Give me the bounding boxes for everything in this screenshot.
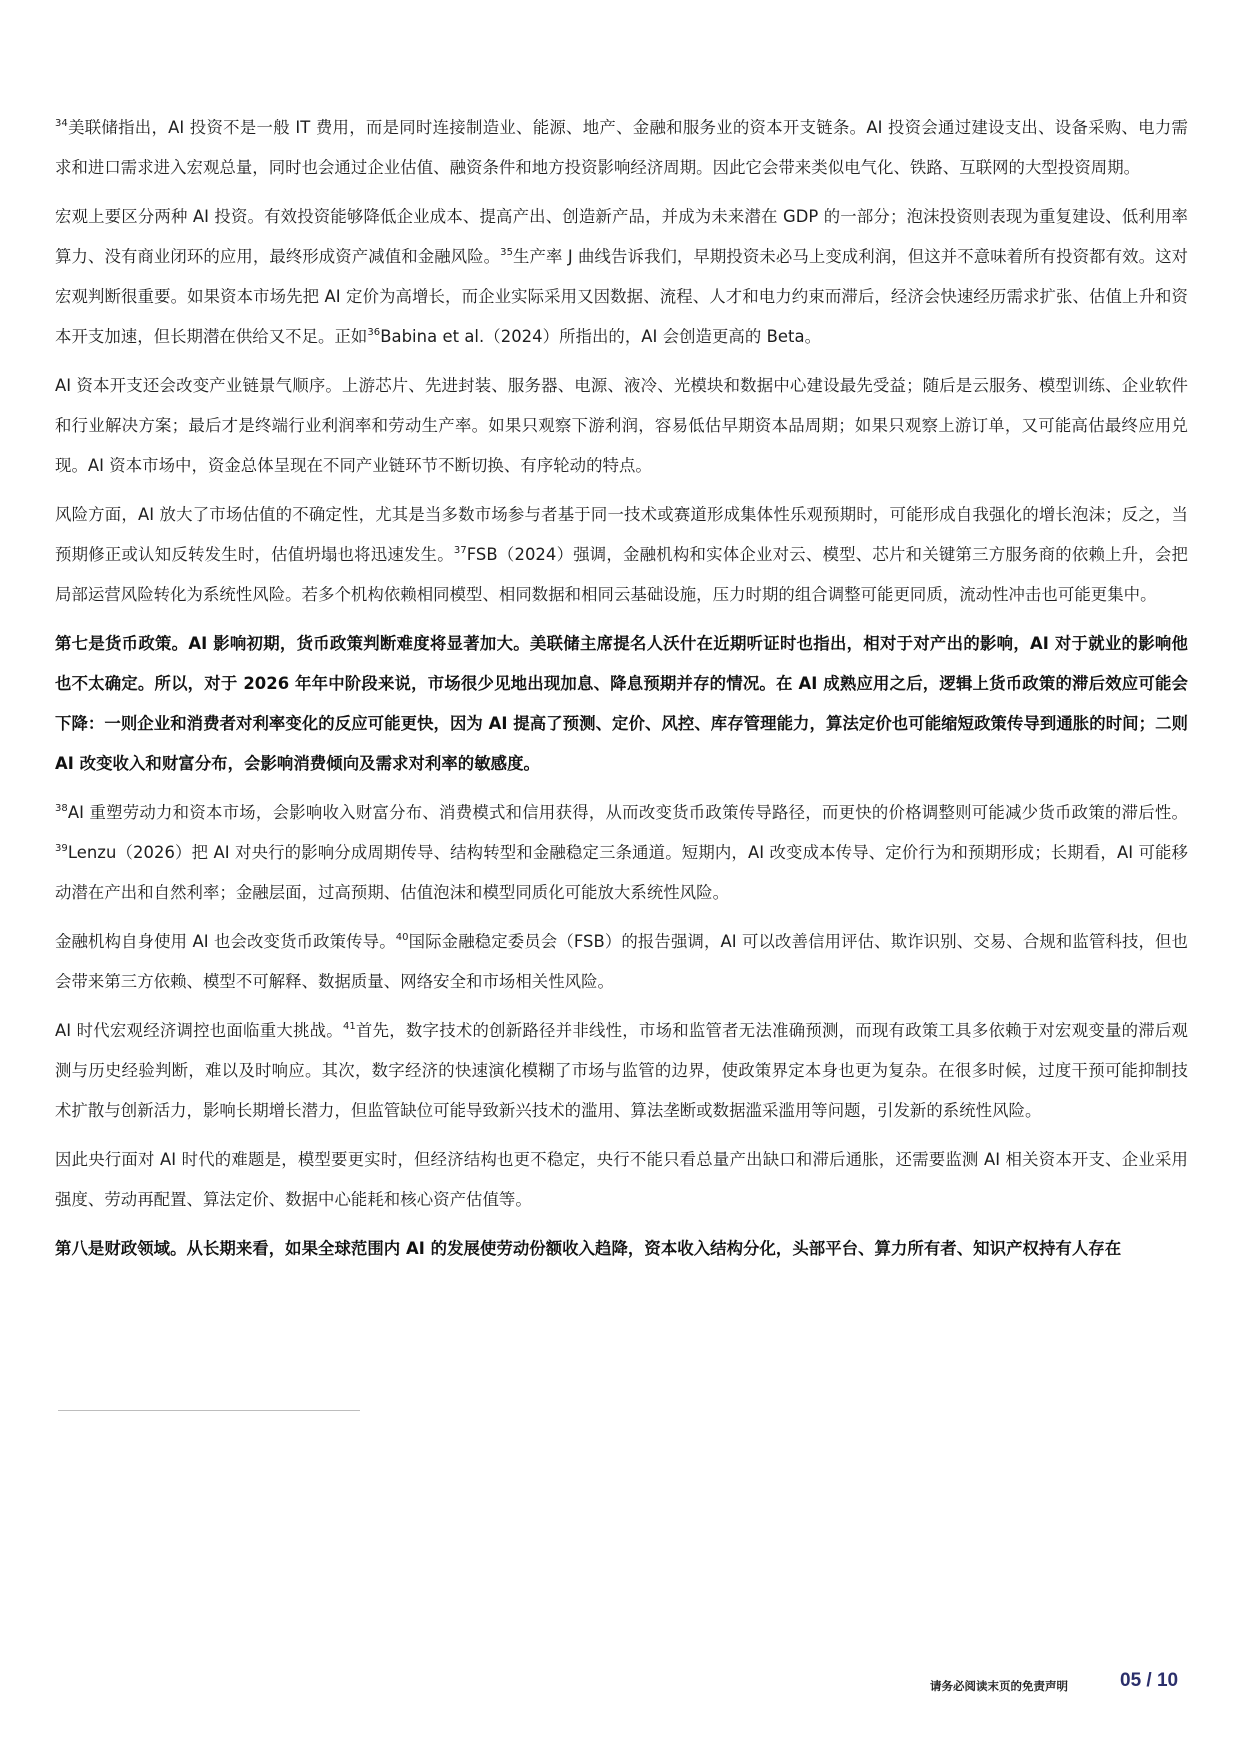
paragraph-text: 国际金融稳定委员会（FSB）的报告强调，AI 可以改善信用评估、欺诈识别、交易、合规和监管科技，但也会带来第三方依赖、模型不可解释、数据质量、网络安全和市场相关性风险。 — [55, 932, 1188, 991]
paragraph-5-monetary-policy — [55, 624, 1188, 784]
paragraph-text: AI 资本开支还会改变产业链景气顺序。上游芯片、先进封装、服务器、电源、液冷、光模块和数据中心建设最先受益；随后是云服务、模型训练、企业软件和行业解决方案；最后才是终端行业利润率和劳动生产率。如果只观察下游利润，容易低估早期资本品周期；如果只观察上游订单，又可能高估最终应用兑现。AI 资本市场中，资金总体呈现在不同产业链环节不断切换、有序轮动的特点。 — [55, 376, 1188, 475]
paragraph-text: Babina et al.（2024）所指出的，AI 会创造更高的 Beta。 — [380, 327, 822, 346]
footnote-ref[interactable]: 39 — [55, 843, 68, 854]
footnote-ref[interactable]: 41 — [342, 1021, 356, 1032]
footnote-divider — [58, 1410, 360, 1411]
paragraph-text: 金融机构自身使用 AI 也会改变货币政策传导。 — [55, 932, 396, 951]
paragraph-7 — [55, 922, 1188, 1002]
paragraph-9 — [55, 1140, 1188, 1220]
paragraph-text: AI 时代宏观经济调控也面临重大挑战。 — [55, 1021, 343, 1040]
footnote-ref[interactable]: 36 — [367, 327, 381, 338]
disclaimer-note: 请务必阅读末页的免责声明 — [930, 1679, 1068, 1693]
paragraph-text: 第八是财政领域。从长期来看，如果全球范围内 AI 的发展使劳动份额收入趋降，资本收入结构分化，头部平台、算力所有者、知识产权持有人存在 — [55, 1239, 1122, 1258]
paragraph-text: 生产率 J 曲线告诉我们，早期投资未必马上变成利润，但这并不意味着所有投资都有效。这对宏观判断很重要。如果资本市场先把 AI 定价为高增长，而企业实际采用又因数据、流程、人才和电力约束而滞后，经济会快速经历需求扩张、估值上升和资本开支加速，但长期潜在供给又不足。正如 — [55, 247, 1188, 346]
footnote-ref[interactable]: 35 — [500, 247, 513, 258]
footnote-ref[interactable]: 38 — [55, 803, 68, 814]
footnote-ref[interactable]: 34 — [55, 118, 68, 129]
paragraph-text: 风险方面，AI 放大了市场估值的不确定性，尤其是当多数市场参与者基于同一技术或赛道形成集体性乐观预期时，可能形成自我强化的增长泡沫；反之，当预期修正或认知反转发生时，估值坍塌也将迅速发生。 — [55, 505, 1188, 564]
page-number: 05 / 10 — [1120, 1670, 1179, 1691]
paragraph-text: AI 重塑劳动力和资本市场，会影响收入财富分布、消费模式和信用获得，从而改变货币政策传导路径，而更快的价格调整则可能减少货币政策的滞后性。 — [67, 803, 1188, 822]
paragraph-2 — [55, 197, 1188, 357]
paragraph-3 — [55, 366, 1188, 486]
footnote-ref[interactable]: 40 — [395, 932, 409, 943]
paragraph-8 — [55, 1011, 1188, 1131]
paragraph-10-fiscal — [55, 1229, 1188, 1269]
paragraph-1 — [55, 108, 1188, 188]
paragraph-4 — [55, 495, 1188, 615]
paragraph-text: 宏观上要区分两种 AI 投资。有效投资能够降低企业成本、提高产出、创造新产品，并成为未来潜在 GDP 的一部分；泡沫投资则表现为重复建设、低利用率算力、没有商业闭环的应用，最终形成资产减值和金融风险。 — [55, 207, 1188, 266]
paragraph-text: 美联储指出，AI 投资不是一般 IT 费用，而是同时连接制造业、能源、地产、金融和服务业的资本开支链条。AI 投资会通过建设支出、设备采购、电力需求和进口需求进入宏观总量，同时也会通过企业估值、融资条件和地方投资影响经济周期。因此它会带来类似电气化、铁路、互联网的大型投资周期。 — [55, 118, 1188, 177]
paragraph-text: FSB（2024）强调，金融机构和实体企业对云、模型、芯片和关键第三方服务商的依赖上升，会把局部运营风险转化为系统性风险。若多个机构依赖相同模型、相同数据和相同云基础设施，压力时期的组合调整可能更同质，流动性冲击也可能更集中。 — [55, 545, 1188, 604]
main-content — [55, 108, 1188, 1278]
paragraph-6 — [55, 793, 1188, 913]
paragraph-text: Lenzu（2026）把 AI 对央行的影响分成周期传导、结构转型和金融稳定三条通道。短期内，AI 改变成本传导、定价行为和预期形成；长期看，AI 可能移动潜在产出和自然利率；金融层面，过高预期、估值泡沫和模型同质化可能放大系统性风险。 — [55, 843, 1188, 902]
paragraph-text: 因此央行面对 AI 时代的难题是，模型要更实时，但经济结构也更不稳定，央行不能只看总量产出缺口和滞后通胀，还需要监测 AI 相关资本开支、企业采用强度、劳动再配置、算法定价、数据中心能耗和核心资产估值等。 — [55, 1150, 1188, 1209]
footnote-ref[interactable]: 37 — [453, 545, 467, 556]
paragraph-text: 首先，数字技术的创新路径并非线性，市场和监管者无法准确预测，而现有政策工具多依赖于对宏观变量的滞后观测与历史经验判断，难以及时响应。其次，数字经济的快速演化模糊了市场与监管的边界，使政策界定本身也更为复杂。在很多时候，过度干预可能抑制技术扩散与创新活力，影响长期增长潜力，但监管缺位可能导致新兴技术的滥用、算法垄断或数据滥采滥用等问题，引发新的系统性风险。 — [55, 1021, 1188, 1120]
paragraph-text: 第七是货币政策。AI 影响初期，货币政策判断难度将显著加大。美联储主席提名人沃什在近期听证时也指出，相对于对产出的影响，AI 对于就业的影响他也不太确定。所以，对于 2026 年年中阶段来说，市场很少见地出现加息、降息预期并存的情况。在 AI 成熟应用之后，逻辑上货币政策的滞后效应可能会下降：一则企业和消费者对利率变化的反应可能更快，因为 AI 提高了预测、定价、风控、库存管理能力，算法定价也可能缩短政策传导到通胀的时间；二则 AI 改变收入和财富分布，会影响消费倾向及需求对利率的敏感度。 — [55, 634, 1188, 773]
